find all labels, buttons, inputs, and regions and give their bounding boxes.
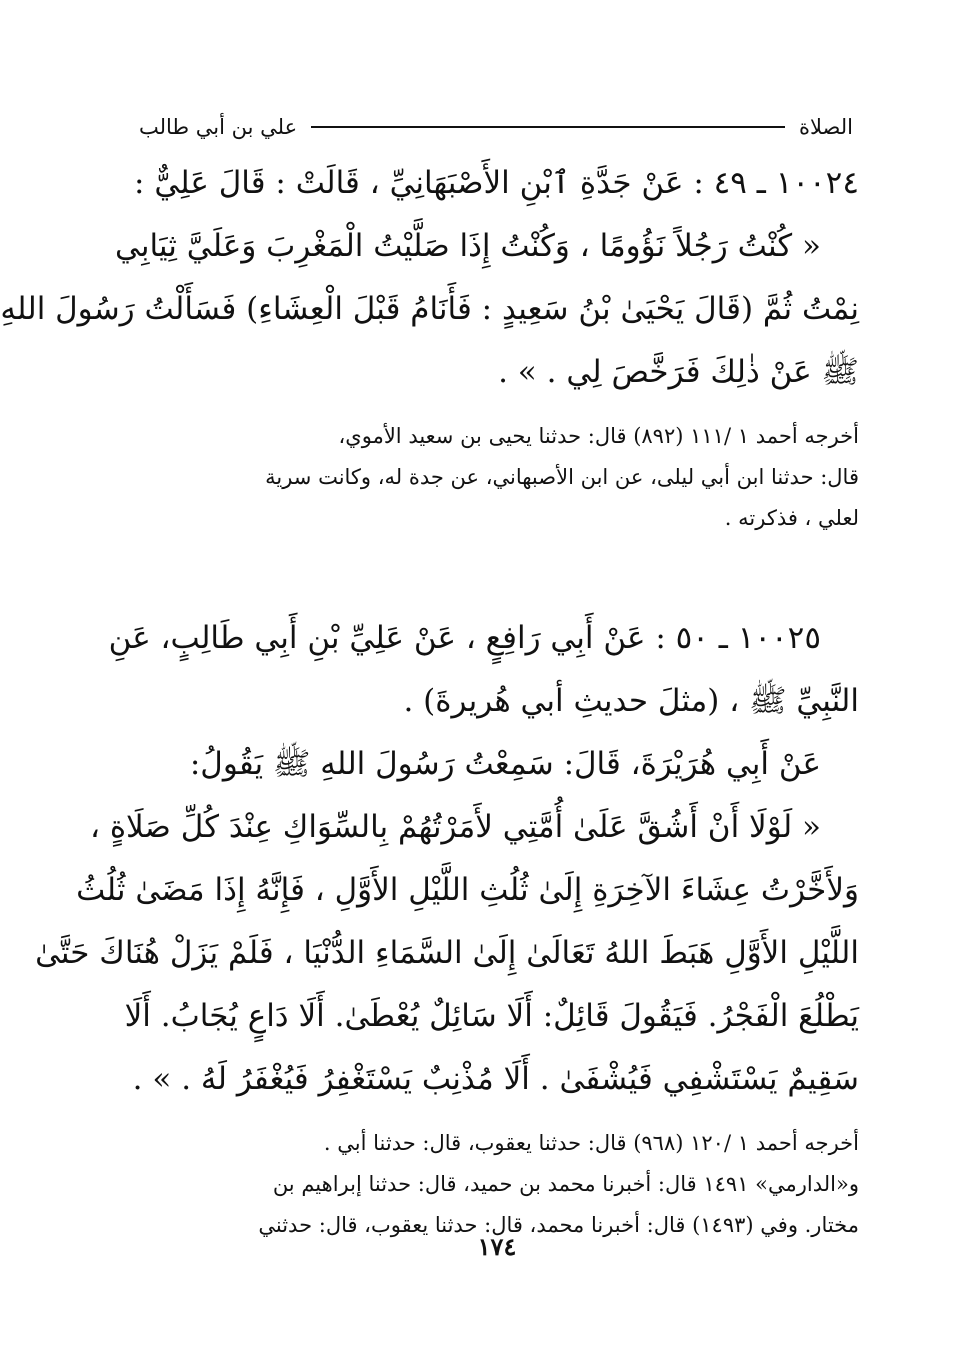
running-header: [139, 110, 853, 144]
hadith-line: سَقِيمٌ يَسْتَشْفِي فَيُشْفَىٰ . أَلَا مُذْنِبٌ يَسْتَغْفِرُ فَيُغْفَرُ لَهُ . » .: [132, 1061, 859, 1097]
hadith-line: ١٠٠٢٥ ـ ٥٠ : عَنْ أَبِي رَافِعٍ ، عَنْ عَلِيِّ بْنِ أَبِي طَالِبٍ، عَنِ: [108, 620, 821, 656]
takhrij-line: مختار. وفي (١٤٩٣) قال: أخبرنا محمد، قال: حدثنا يعقوب، قال: حدثني: [258, 1213, 859, 1237]
page-body: [0, 152, 859, 1246]
hadith-10024: [0, 152, 859, 404]
hadith-line: « كُنْتُ رَجُلاً نَؤُومًا ، وَكُنْتُ إِذَا صَلَّيْتُ الْمَغْرِبَ وَعَلَيَّ ثِيَابِي: [115, 228, 821, 264]
hadith-line: اللَّيْلِ الأَوَّلِ هَبَطَ اللهُ تَعَالَىٰ إِلَىٰ السَّمَاءِ الدُّنْيَا ، فَلَمْ يَزَلْ هُنَاكَ حَتَّىٰ: [35, 935, 859, 971]
takhrij-line: و«الدارمي» ١٤٩١ قال: أخبرنا محمد بن حميد، قال: حدثنا إبراهيم بن: [272, 1172, 859, 1196]
hadith-line: النَّبِيِّ ﷺ ، (مثلَ حديثِ أبي هُريرةَ) .: [403, 683, 859, 719]
hadith-line: يَطْلُعَ الْفَجْرُ. فَيَقُولَ قَائِلٌ: أَلَا سَائِلٌ يُعْطَىٰ. أَلَا دَاعٍ يُجَابُ. أَلَا: [124, 998, 859, 1034]
header-section-title: الصلاة: [799, 115, 853, 139]
takhrij-10024: [135, 416, 859, 539]
hadith-10025: [35, 607, 859, 1111]
page-number: ١٧٤: [477, 1232, 517, 1261]
hadith-line: وَلأَخَّرْتُ عِشَاءَ الآخِرَةِ إِلَىٰ ثُلُثِ اللَّيْلِ الأَوَّلِ ، فَإِنَّهُ إِذَا مَضَىٰ ثُلُثُ: [76, 872, 859, 908]
takhrij-line: لعلي ، فذكرته .: [724, 506, 859, 530]
takhrij-line: أخرجه أحمد ١ /١١١ (٨٩٢) قال: حدثنا يحيى بن سعيد الأموي،: [338, 424, 859, 448]
hadith-line: « لَوْلَا أَنْ أَشُقَّ عَلَىٰ أُمَّتِي لأَمَرْتُهُمْ بِالسِّوَاكِ عِنْدَ كُلِّ صَلَاةٍ ،: [89, 809, 821, 845]
hadith-line: عَنْ أَبِي هُرَيْرَةَ، قَالَ: سَمِعْتُ رَسُولَ اللهِ ﷺ يَقُولُ:: [189, 746, 821, 782]
takhrij-line: قال: حدثنا ابن أبي ليلى، عن ابن الأصبهاني، عن جدة له، وكانت سرية: [265, 465, 859, 489]
hadith-line: نِمْتُ ثُمَّ (قَالَ يَحْيَىٰ بْنُ سَعِيدٍ : فَأَنَامُ قَبْلَ الْعِشَاءِ) فَسَأَلْتُ رَسُولَ اللهِ: [0, 291, 859, 327]
hadith-line: ﷺ عَنْ ذٰلِكَ فَرَخَّصَ لِي . » .: [498, 354, 859, 390]
takhrij-line: أخرجه أحمد ١ /١٢٠ (٩٦٨) قال: حدثنا يعقوب، قال: حدثنا أبي .: [323, 1131, 859, 1155]
takhrij-10025: [135, 1123, 859, 1246]
header-book-part: علي بن أبي طالب: [139, 115, 298, 139]
hadith-line: ١٠٠٢٤ ـ ٤٩ : عَنْ جَدَّةِ ٱبْنِ الأَصْبَهَانِيِّ ، قَالَتْ : قَالَ عَلِيٌّ :: [134, 165, 859, 201]
header-rule: [311, 126, 785, 128]
